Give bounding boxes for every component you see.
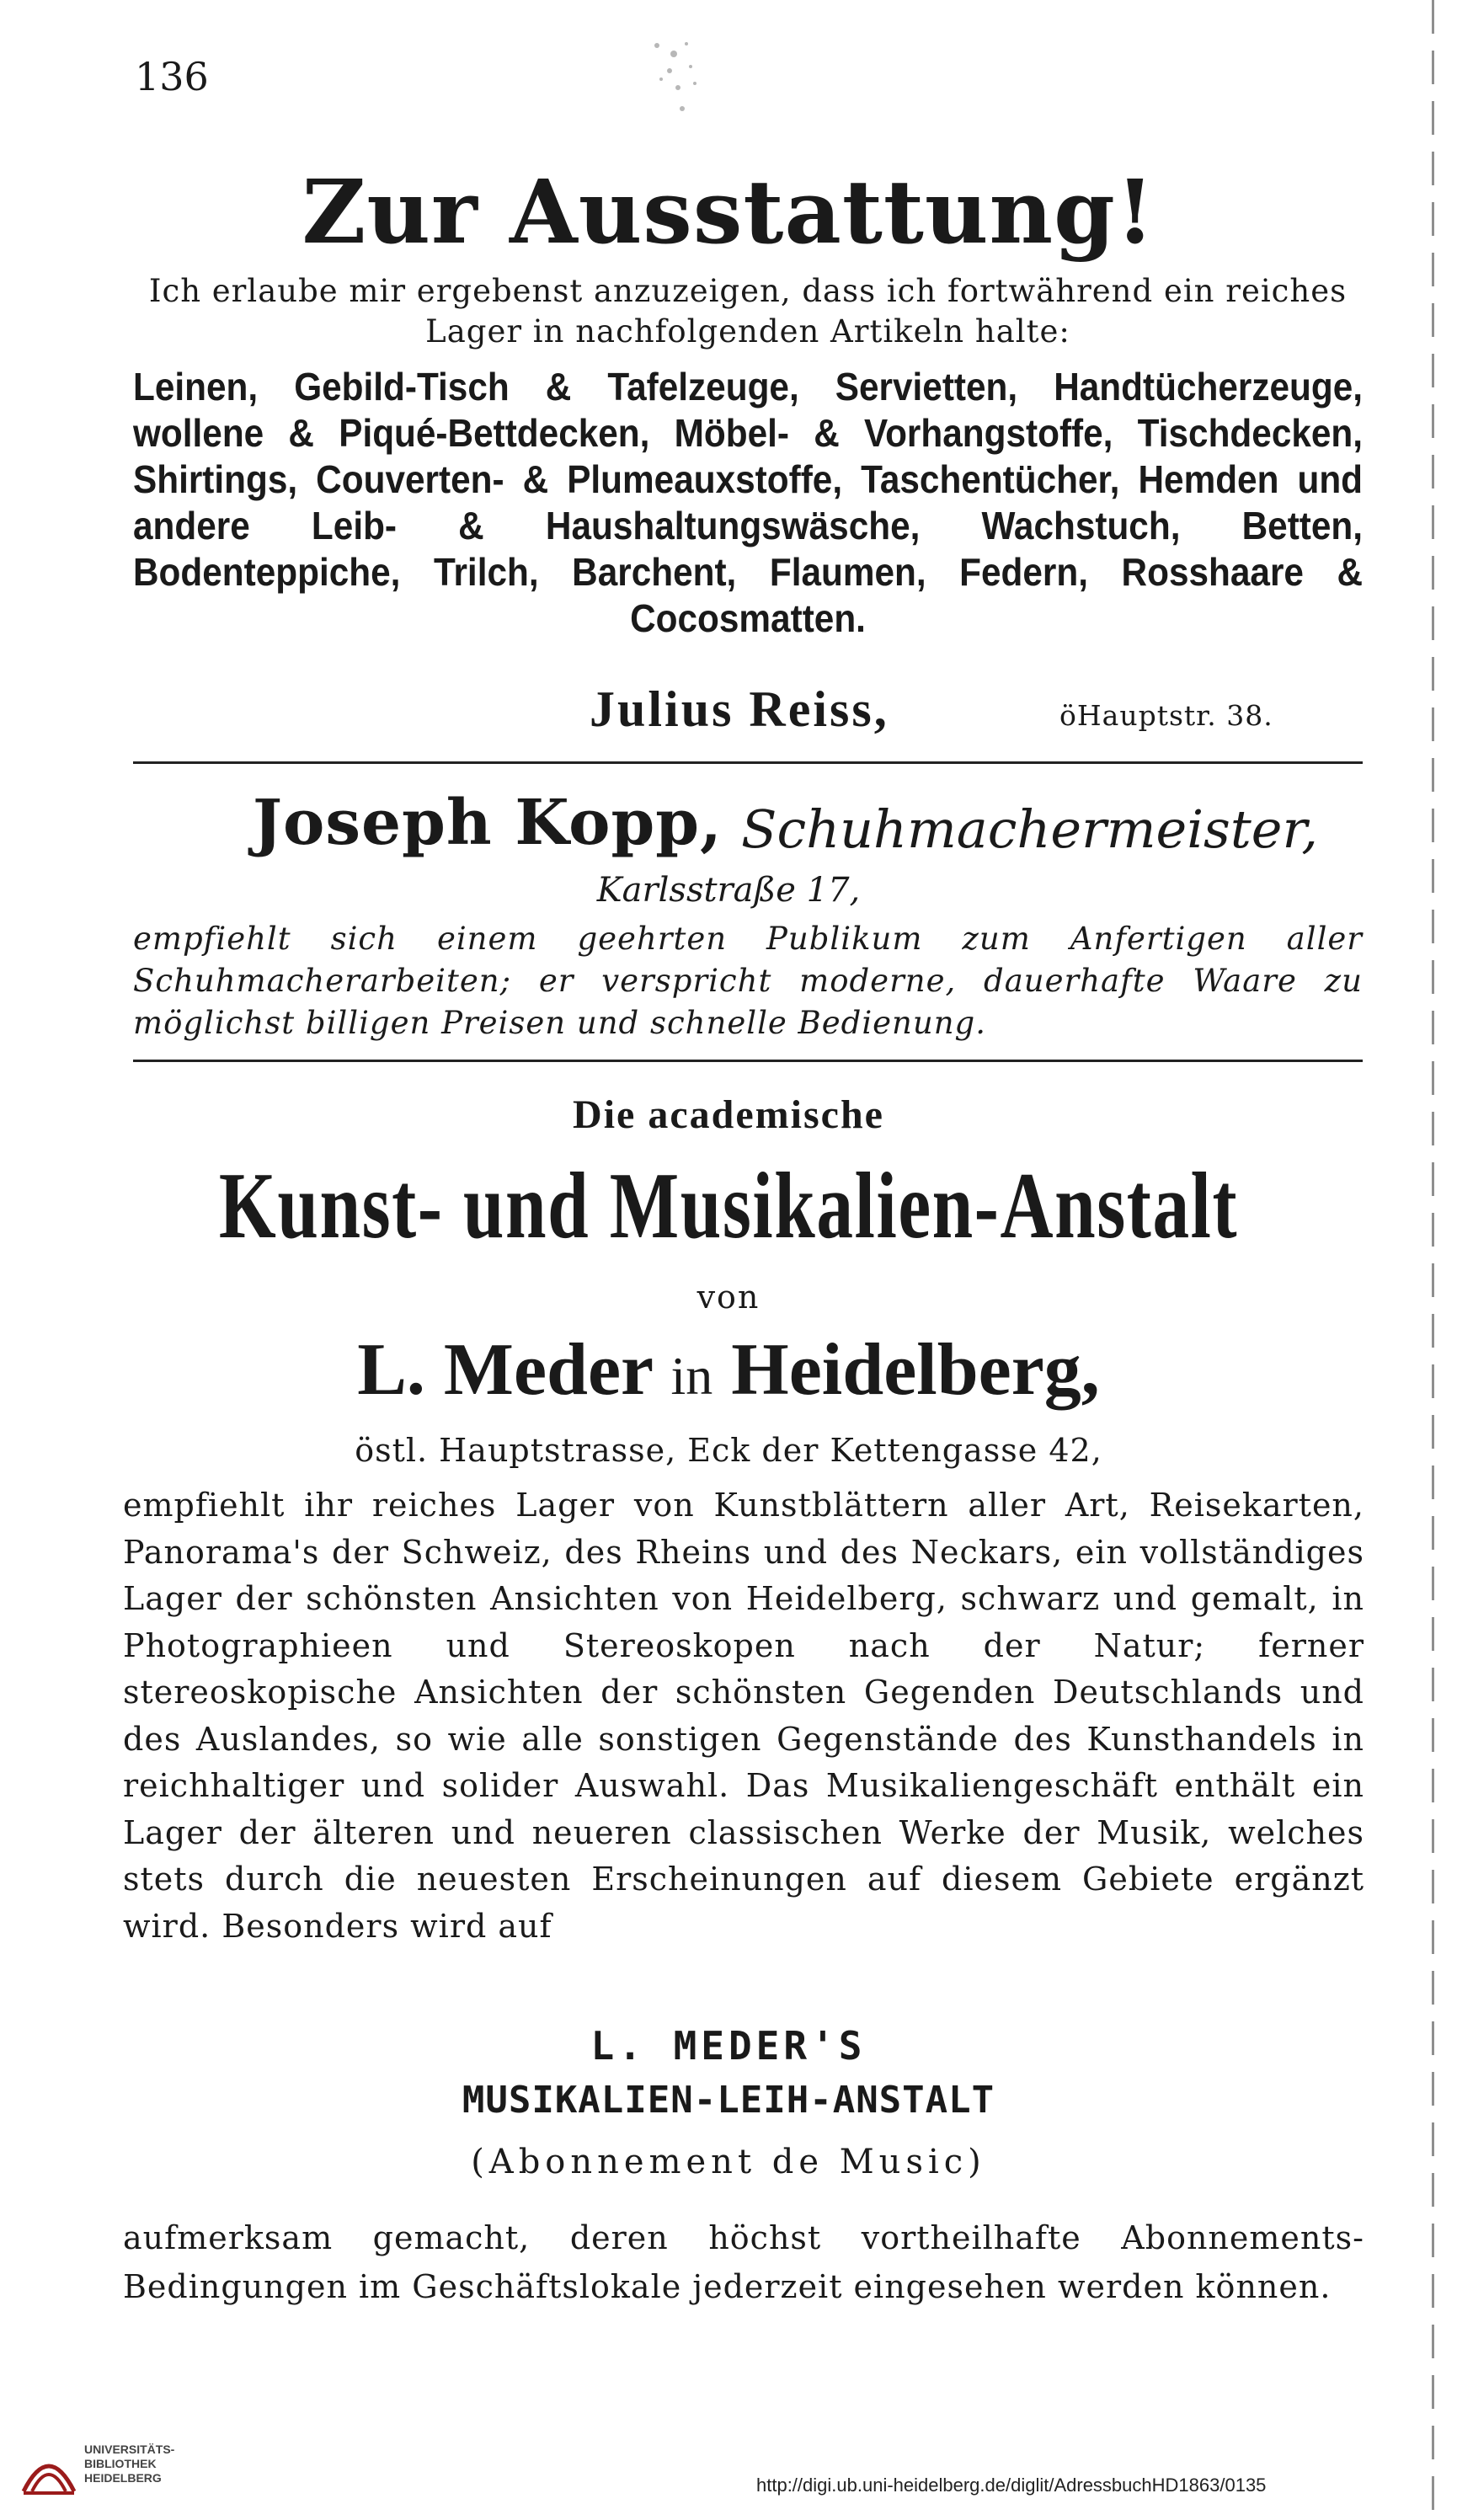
reiss-signature-name: Julius Reiss, <box>590 681 889 737</box>
library-name-line: UNIVERSITÄTS- <box>84 2443 175 2456</box>
reiss-items-list: Leinen, Gebild-Tisch & Tafelzeuge, Servietten, Handtücherzeuge, wollene & Piqué-Bettdecken, Möbel- & Vorhangstoffe, Tischdecken, Shirtings, Couverten- & Plumeauxstoffe, Taschentücher, Hemden und andere Leib- & Haushaltungswäsche, Wachstuch, Betten, Bodenteppiche, Trilch, Barchent, Flaumen, Federn, Rosshaare & Cocosmatten. <box>133 365 1364 640</box>
meder-title: Kunst- und Musikalien-Anstalt <box>218 1154 1239 1258</box>
library-name <box>84 2443 174 2485</box>
meder-closing-text: aufmerksam gemacht, deren höchst vortheilhafte Abonnements-Bedingungen im Geschäftslokale jederzeit eingesehen werden können. <box>123 2219 1364 2305</box>
meder-body-text: empfiehlt ihr reiches Lager von Kunstblättern aller Art, Reisekarten, Panorama's der Schweiz, des Rheins und des Neckars, ein vollständiges Lager der schönsten Ansichten von Heidelberg, schwarz und gemalt, in Photographieen und Stereoskopen nach der Natur; ferner stereoskopische Ansichten der schönsten Gegenden Deutschlands und des Auslandes, so wie alle sonstigen Gegenstände des Kunsthandels in reichhaltiger und solider Auswahl. Das Musikaliengeschäft enthält ein Lager der älteren und neueren classischen Werke der Musik, welches stets durch die neuesten Erscheinungen auf diesem Gebiete ergänzt wird. Besonders wird auf <box>123 1487 1364 1945</box>
kopp-trade: Schuhmachermeister, <box>741 798 1318 860</box>
source-url-link[interactable]: http://digi.ub.uni-heidelberg.de/diglit/AdressbuchHD1863/0135 <box>756 2475 1267 2496</box>
meder-decorative-name: L. MEDER'S <box>590 2023 867 2069</box>
meder-von: von <box>696 1279 761 1316</box>
reiss-signature-address: öHauptstr. 38. <box>1059 699 1273 732</box>
meder-firm-name: L. Meder <box>357 1329 653 1411</box>
meder-abonnement: (Abonnement de Music) <box>471 2143 986 2181</box>
meder-pre-title: Die academische <box>573 1092 884 1137</box>
meder-decorative-leih-anstalt: MUSIKALIEN-LEIH-ANSTALT <box>462 2079 995 2122</box>
meder-firm-in: in <box>670 1346 713 1406</box>
library-name-line: BIBLIOTHEK <box>84 2457 157 2470</box>
page-number: 136 <box>135 54 209 99</box>
reiss-intro-text: Ich erlaube mir ergebenst anzuzeigen, dass ich fortwährend ein reiches Lager in nachfolgenden Artikeln halte: <box>148 273 1348 350</box>
headline-zur-ausstattung: Zur Ausstattung! <box>302 160 1155 264</box>
kopp-name: Joseph Kopp, <box>253 787 723 859</box>
meder-firm-city: Heidelberg, <box>731 1329 1100 1411</box>
library-logo-icon <box>15 2432 83 2500</box>
meder-firm-line <box>0 1327 1457 1412</box>
kopp-text: empfiehlt sich einem geehrten Publikum zum Anfertigen aller Schuhmacherarbeiten; er verspricht moderne, dauerhafte Waare zu möglichst billigen Preisen und schnelle Bedienung. <box>133 921 1363 1041</box>
scan-edge-artifact <box>1432 0 1434 2520</box>
divider-rule <box>133 1060 1363 1062</box>
kopp-address: Karlsstraße 17, <box>596 871 861 910</box>
divider-rule <box>133 761 1363 764</box>
meder-address: östl. Hauptstrasse, Eck der Kettengasse 42, <box>355 1432 1102 1469</box>
stamp-ornament <box>623 29 733 121</box>
library-name-line: HEIDELBERG <box>84 2471 162 2485</box>
